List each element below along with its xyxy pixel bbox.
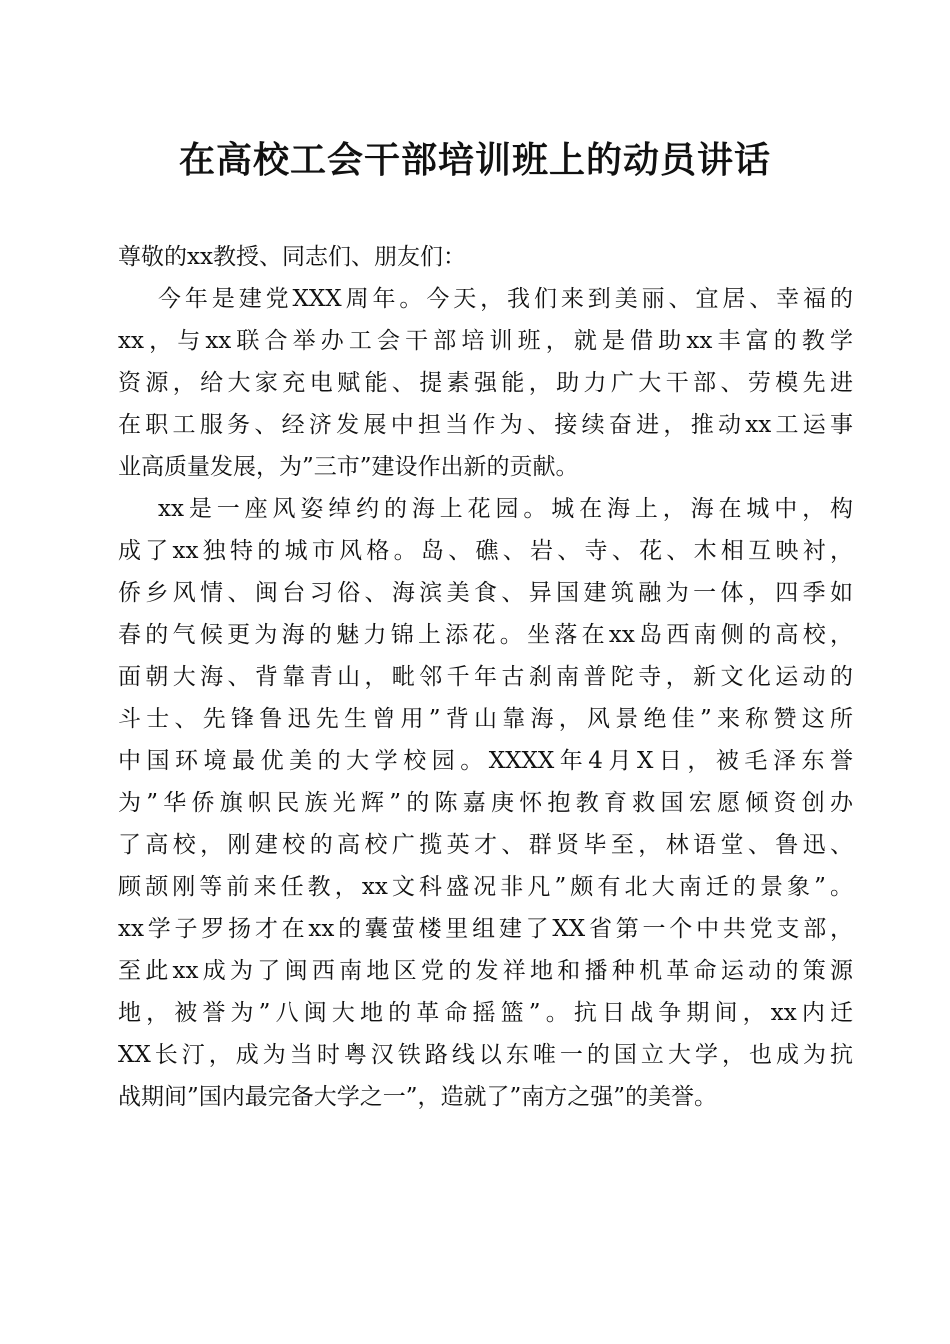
paragraph-1: [118, 278, 853, 488]
document-title: 在高校工会干部培训班上的动员讲话: [178, 139, 771, 181]
paragraph-line: 斗士、先锋鲁迅先生曾用”背山靠海，风景绝佳”来称赞这所: [118, 706, 853, 732]
salutation: 尊敬的xx教授、同志们、朋友们：: [118, 244, 466, 270]
paragraph-line: 地，被誉为”八闽大地的革命摇篮”。抗日战争期间，xx内迁: [118, 1000, 853, 1026]
document-body: [118, 236, 853, 1118]
paragraph-line: 面朝大海、背靠青山，毗邻千年古刹南普陀寺，新文化运动的: [118, 664, 853, 690]
paragraph-line: 战期间”国内最完备大学之一”，造就了”南方之强”的美誉。: [118, 1084, 718, 1110]
paragraph-line: 了高校，刚建校的高校广揽英才、群贤毕至，林语堂、鲁迅、: [118, 832, 853, 858]
paragraph-line: 成了xx独特的城市风格。岛、礁、岩、寺、花、木相互映衬，: [118, 538, 853, 564]
paragraph-line: 顾颉刚等前来任教，xx文科盛况非凡”颇有北大南迁的景象”。: [118, 874, 853, 900]
paragraph-line: 至此xx成为了闽西南地区党的发祥地和播种机革命运动的策源: [118, 958, 853, 984]
paragraph-line: 业高质量发展，为”三市”建设作出新的贡献。: [118, 454, 579, 480]
paragraph-line: XX长汀，成为当时粤汉铁路线以东唯一的国立大学，也成为抗: [118, 1042, 853, 1068]
paragraph-line: xx是一座风姿绰约的海上花园。城在海上，海在城中，构: [158, 496, 853, 522]
paragraph-line: 中国环境最优美的大学校园。XXXX年4月X日，被毛泽东誉: [118, 748, 853, 774]
paragraph-2: [118, 488, 853, 1118]
paragraph-line: 资源，给大家充电赋能、提素强能，助力广大干部、劳模先进: [118, 370, 853, 396]
paragraph-line: 春的气候更为海的魅力锦上添花。坐落在xx岛西南侧的高校，: [118, 622, 853, 648]
paragraph-line: xx学子罗扬才在xx的囊萤楼里组建了XX省第一个中共党支部，: [118, 916, 853, 942]
paragraph-line: 今年是建党XXX周年。今天，我们来到美丽、宜居、幸福的: [158, 286, 853, 312]
paragraph-line: 侨乡风情、闽台习俗、海滨美食、异国建筑融为一体，四季如: [118, 580, 853, 606]
paragraph-line: xx，与xx联合举办工会干部培训班，就是借助xx丰富的教学: [118, 328, 853, 354]
paragraph-line: 为”华侨旗帜民族光辉”的陈嘉庚怀抱教育救国宏愿倾资创办: [118, 790, 853, 816]
paragraph-line: 在职工服务、经济发展中担当作为、接续奋进，推动xx工运事: [118, 412, 853, 438]
